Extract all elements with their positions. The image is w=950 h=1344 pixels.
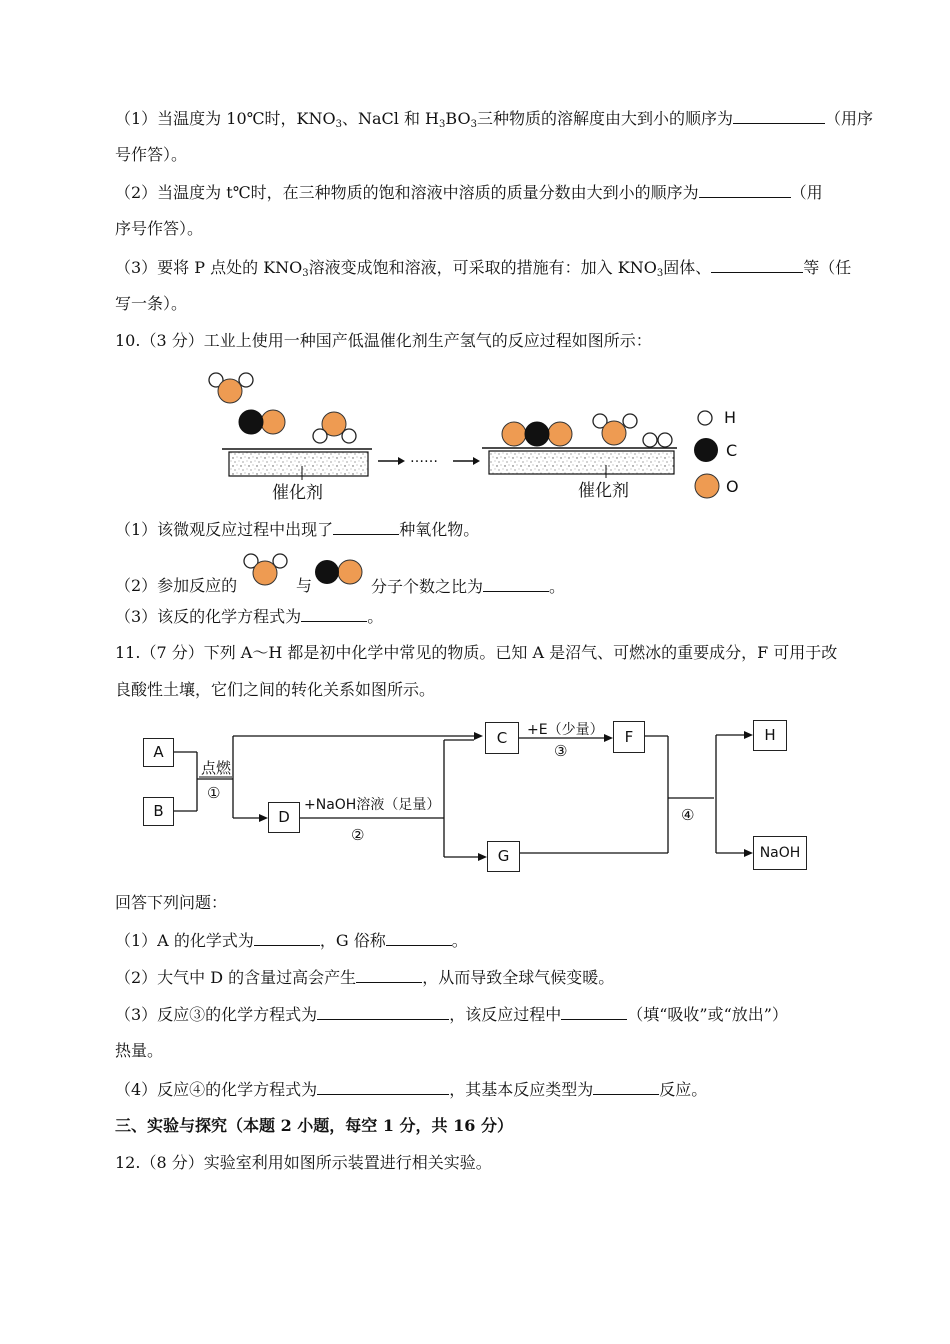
text: 溶液变成饱和溶液，可采取的措施有：加入 KNO <box>308 258 657 277</box>
answer-blank[interactable] <box>356 966 422 983</box>
catalyst-label-right: 催化剂 <box>578 481 629 501</box>
label-ignite: 点燃 <box>201 759 232 777</box>
answer-blank[interactable] <box>301 605 367 622</box>
text: （用序 <box>824 109 873 128</box>
node-a: A <box>143 738 174 767</box>
text: （3）反应③的化学方程式为 <box>115 1005 318 1024</box>
text: ，G 俗称 <box>319 931 386 950</box>
legend-c-label: C <box>726 441 738 460</box>
legend-h-label: H <box>724 408 737 427</box>
text: 良酸性土壤，它们之间的转化关系如图所示。 <box>115 680 436 699</box>
text: （1）该微观反应过程中出现了 <box>115 520 334 539</box>
legend-o-label: O <box>726 477 739 496</box>
label-reaction-3-condition: +E（少量） <box>527 722 604 738</box>
text: 等（任 <box>803 258 852 277</box>
legend-c-atom-icon <box>694 438 718 462</box>
section-3-heading: 三、实验与探究（本题 2 小题，每空 1 分，共 16 分） <box>115 1116 513 1135</box>
answer-blank[interactable] <box>254 929 320 946</box>
text: 回答下列问题： <box>115 893 228 912</box>
process-dots: …… <box>410 450 438 466</box>
node-d: D <box>268 802 300 833</box>
text: 种氧化物。 <box>399 520 480 539</box>
node-f: F <box>613 721 645 753</box>
water-molecule-adsorbed <box>313 412 356 443</box>
label-reaction-3: ③ <box>554 742 568 760</box>
subscript: 3 <box>335 119 342 130</box>
legend-h-atom-icon <box>698 411 712 425</box>
text: 反应。 <box>659 1080 708 1099</box>
text: （2）大气中 D 的含量过高会产生 <box>115 968 357 987</box>
label-reaction-4: ④ <box>681 806 695 824</box>
co2-molecule <box>502 422 572 446</box>
node-naoh: NaOH <box>753 836 807 870</box>
text: （3）该反的化学方程式为 <box>115 607 302 626</box>
text: 热量。 <box>115 1041 164 1060</box>
catalyst-left <box>222 449 372 476</box>
q11-stem-line2 <box>115 679 435 701</box>
text: （3）要将 P 点处的 KNO <box>115 258 303 277</box>
q10-part2-c <box>371 575 565 598</box>
text: （1）A 的化学式为 <box>115 931 254 950</box>
text: 10.（3 分）工业上使用一种国产低温催化剂生产氢气的反应过程如图所示： <box>115 331 652 350</box>
legend <box>694 411 719 498</box>
q11-intro <box>115 892 227 914</box>
q11-part3 <box>115 1003 788 1026</box>
text: 与 <box>296 576 313 595</box>
text: 11.（7 分）下列 A～H 都是初中化学中常见的物质。已知 A 是沼气、可燃冰的重要成分，F 可用于改 <box>115 643 838 662</box>
answer-blank[interactable] <box>483 575 549 592</box>
node-c: C <box>485 722 519 754</box>
q11-part4 <box>115 1078 707 1101</box>
text: （4）反应④的化学方程式为 <box>115 1080 318 1099</box>
text: 。 <box>549 577 566 596</box>
q10-part2-a <box>115 575 237 597</box>
catalyst-right <box>482 448 677 474</box>
q10-part2-b <box>296 575 312 597</box>
text: （1）当温度为 10℃时，KNO <box>115 109 336 128</box>
h2-molecule <box>643 433 672 447</box>
answer-blank[interactable] <box>333 518 399 535</box>
catalyst-label-left: 催化剂 <box>272 483 323 503</box>
text: （2）参加反应的 <box>115 576 238 595</box>
text: （填“吸收”或“放出”） <box>627 1005 788 1024</box>
text: 号作答）。 <box>115 145 188 164</box>
answer-blank[interactable] <box>561 1003 627 1020</box>
answer-blank[interactable] <box>386 929 452 946</box>
text: ，该反应过程中 <box>449 1005 562 1024</box>
q10-part1 <box>115 518 479 541</box>
subscript: 3 <box>656 268 664 279</box>
text: （用 <box>790 183 823 202</box>
text: ，从而导致全球气候变暖。 <box>422 968 615 987</box>
text: 序号作答）。 <box>115 219 204 238</box>
answer-blank[interactable] <box>317 1078 449 1095</box>
answer-blank[interactable] <box>593 1078 659 1095</box>
q11-part1 <box>115 929 468 952</box>
subscript: 3 <box>439 119 446 130</box>
text: 固体、 <box>663 258 712 277</box>
legend-o-atom-icon <box>695 474 719 498</box>
q11-part3-cont <box>115 1040 163 1062</box>
text: 写一条）。 <box>115 294 188 313</box>
q11-part2 <box>115 966 614 989</box>
text: ，其基本反应类型为 <box>449 1080 594 1099</box>
q11-stem-line1 <box>115 642 837 664</box>
subscript: 3 <box>302 268 309 279</box>
text: 。 <box>451 931 468 950</box>
q12-stem: 12.（8 分）实验室利用如图所示装置进行相关实验。 <box>115 1153 492 1172</box>
text: BO <box>445 109 471 128</box>
node-b: B <box>143 797 174 826</box>
answer-blank[interactable] <box>317 1003 449 1020</box>
label-reaction-2-condition: +NaOH溶液（足量） <box>304 797 441 813</box>
node-g: G <box>487 841 520 872</box>
text: 分子个数之比为 <box>371 577 484 596</box>
subscript: 3 <box>470 119 477 130</box>
water-molecule-floating <box>209 373 253 403</box>
flowchart-lines <box>174 735 744 857</box>
text: 、NaCl 和 H <box>341 109 440 128</box>
q10-part3 <box>115 605 383 628</box>
text: 。 <box>367 607 384 626</box>
label-reaction-2: ② <box>351 826 365 844</box>
inline-co-molecule <box>315 560 362 584</box>
label-reaction-1: ① <box>207 784 221 802</box>
text: （2）当温度为 t℃时，在三种物质的饱和溶液中溶质的质量分数由大到小的顺序为 <box>115 183 699 202</box>
text: 三种物质的溶解度由大到小的顺序为 <box>476 109 733 128</box>
node-h: H <box>753 720 787 751</box>
inline-water-molecule <box>244 554 287 585</box>
co-molecule-adsorbed <box>239 410 285 434</box>
water-molecule-right <box>593 414 637 445</box>
